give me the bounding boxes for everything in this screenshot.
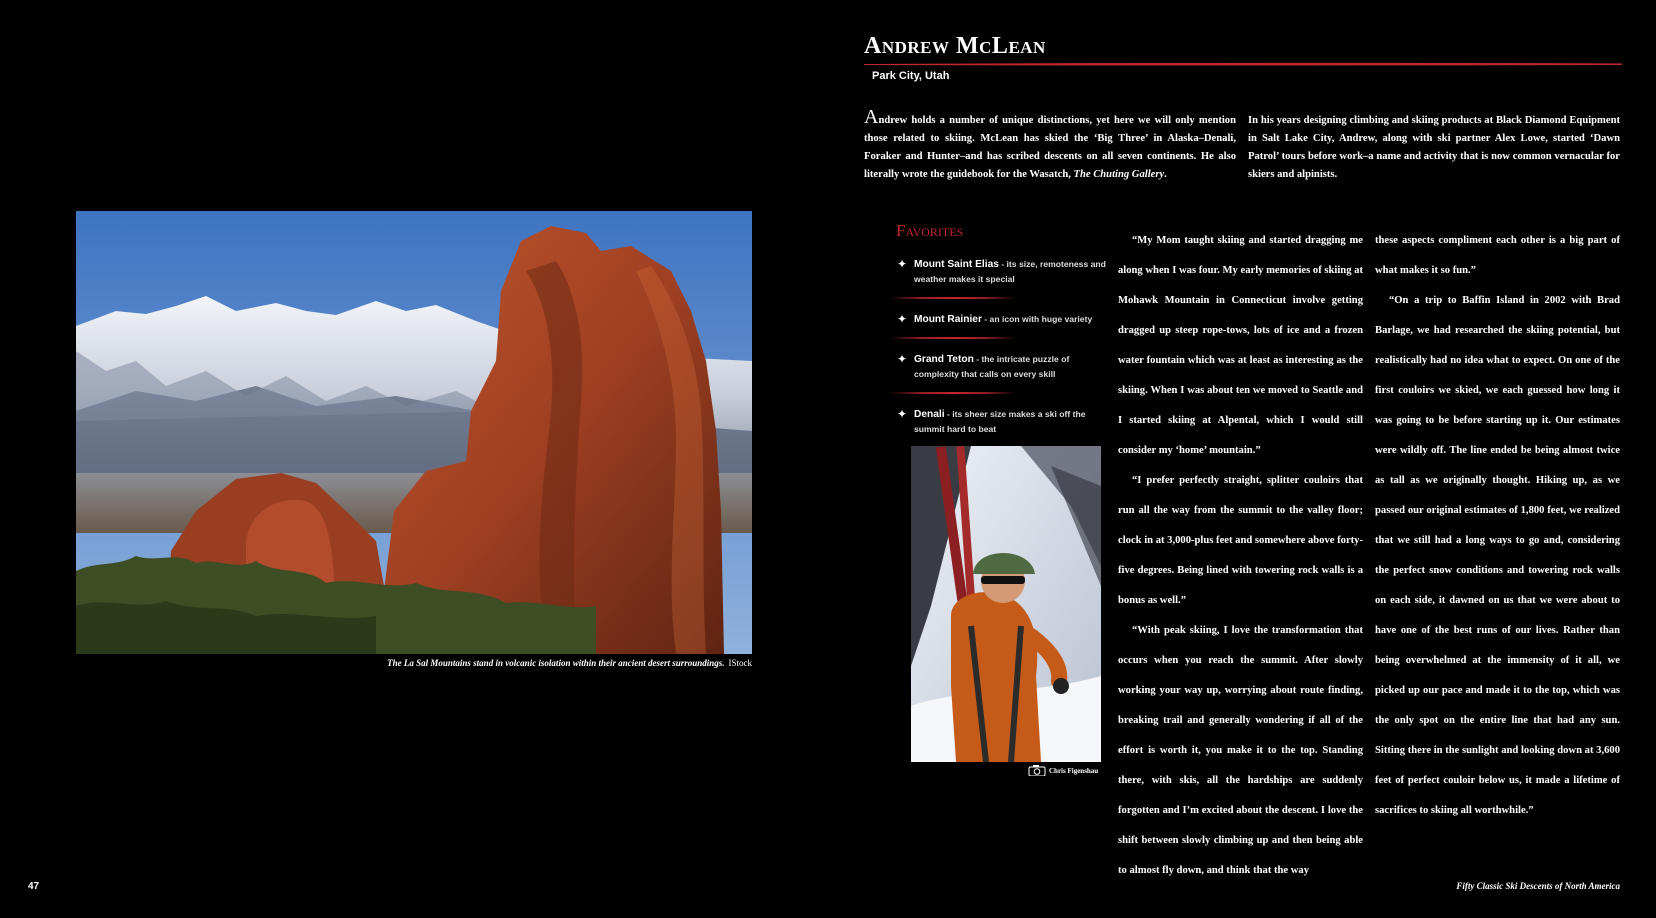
la-sal-mountains-photo: [76, 211, 752, 654]
compass-star-icon: ✦: [897, 407, 908, 421]
body-paragraph-continuation: these aspects compliment each other is a big part of what makes it so fun.”: [1375, 235, 1620, 276]
favorite-item: [896, 352, 1106, 382]
camera-icon: [1028, 765, 1046, 776]
page-number: 47: [28, 881, 40, 892]
favorite-divider: [888, 391, 1018, 395]
photo-credit: IStock: [728, 658, 752, 668]
body-paragraph: “On a trip to Baffin Island in 2002 with Brad Barlage, we had researched the skiing potential, but realistically had no idea what to expect. On one of the first couloirs we skied, we each guessed how long it was going to be before starting up it. Our estimates were wildly off. The line ended be being almost twice as tall as we originally thought. Hiking up, as we passed our original estimates of 1,800 feet, we realized that we still had a long ways to go and, considering the perfect snow conditions and towering rock walls on each side, it dawned on us that we were about to have one of the best runs of our lives. Rather than being overwhelmed at the immensity of it all, we picked up our pace and made it to the top, which was the only spot on the entire line that had any sun. Sitting there in the sunlight and looking down at 3,600 feet of perfect couloir below us, it made a lifetime of sacrifices to skiing all worthwhile.”: [1375, 295, 1620, 816]
favorite-item: [896, 257, 1106, 287]
favorite-divider: [888, 336, 1018, 340]
skier-photo-credit: [1028, 765, 1098, 776]
intro-left-text: ndrew holds a number of unique distinctions, yet here we will only mention those related to skiing. McLean has skied the ‘Big Three’ in Alaska–Denali, Foraker and Hunter–and has scribed descents on all seven continents. He also literally wrote the guidebook for the Wasatch,: [864, 115, 1236, 180]
skier-photo: [911, 446, 1101, 762]
caption-text: The La Sal Mountains stand in volcanic isolation within their ancient desert surroundings.: [387, 658, 725, 668]
body-paragraph: “With peak skiing, I love the transformation that occurs when you reach the summit. After slowly working your way up, worrying about route finding, breaking trail and generally wondering if all of the effort is worth it, you make it to the top. Standing there, with skis, all the hardships are suddenly forgotten and I’m excited about the descent. I love the shift between slowly climbing up and then being able to almost fly down, and think that the way: [1118, 625, 1363, 876]
favorites-heading: Favorites: [896, 221, 964, 240]
title-underline-brushstroke: [864, 62, 1622, 66]
favorite-peak: Mount Rainier: [914, 314, 982, 325]
body-column-left: [1118, 226, 1363, 886]
favorite-desc: - its size, remoteness and weather makes it special: [914, 259, 1106, 284]
favorite-item: [896, 312, 1106, 327]
drop-cap: A: [864, 106, 879, 128]
intro-paragraph-left: [864, 106, 1236, 184]
skier-location: Park City, Utah: [872, 70, 950, 82]
favorite-peak: Mount Saint Elias: [914, 259, 999, 270]
body-paragraph: “I prefer perfectly straight, splitter couloirs that run all the way from the summit to the valley floor; clock in at 3,000-plus feet and somewhere above forty-five degrees. Being lined with towering rock walls is a bonus as well.”: [1118, 475, 1363, 606]
main-photo-caption: [76, 658, 752, 668]
body-paragraph: “My Mom taught skiing and started dragging me along when I was four. My early memories of skiing at Mohawk Mountain in Connecticut involve getting dragged up steep rope-tows, lots of ice and a frozen water fountain which was at least as interesting as the skiing. When I was about ten we moved to Seattle and I started skiing at Alpental, which I would still consider my ‘home’ mountain.”: [1118, 235, 1363, 456]
intro-left-end: .: [1164, 169, 1167, 180]
favorite-peak: Denali: [914, 409, 945, 420]
favorites-list: [896, 257, 1106, 443]
skier-name-heading: Andrew McLean: [864, 33, 1046, 59]
compass-star-icon: ✦: [897, 312, 908, 326]
favorite-peak: Grand Teton: [914, 354, 974, 365]
guidebook-title: The Chuting Gallery: [1073, 169, 1165, 180]
favorite-desc: - the intricate puzzle of complexity that calls on every skill: [914, 354, 1070, 379]
favorite-item: [896, 407, 1106, 437]
intro-paragraph-right: In his years designing climbing and skiing products at Black Diamond Equipment in Salt Lake City, Andrew, along with ski partner Alex Lowe, started ‘Dawn Patrol’ tours before work–a name and activity that is now common vernacular for skiers and alpinists.: [1248, 115, 1620, 180]
favorite-divider: [888, 296, 1018, 300]
body-column-right: [1375, 226, 1620, 826]
book-title-footer: Fifty Classic Ski Descents of North America: [1456, 881, 1620, 891]
compass-star-icon: ✦: [897, 352, 908, 366]
favorite-desc: - its sheer size makes a ski off the summit hard to beat: [914, 409, 1086, 434]
favorite-desc: - an icon with huge variety: [981, 314, 1093, 324]
compass-star-icon: ✦: [897, 257, 908, 271]
photographer-name: Chris Figenshau: [1049, 766, 1099, 775]
